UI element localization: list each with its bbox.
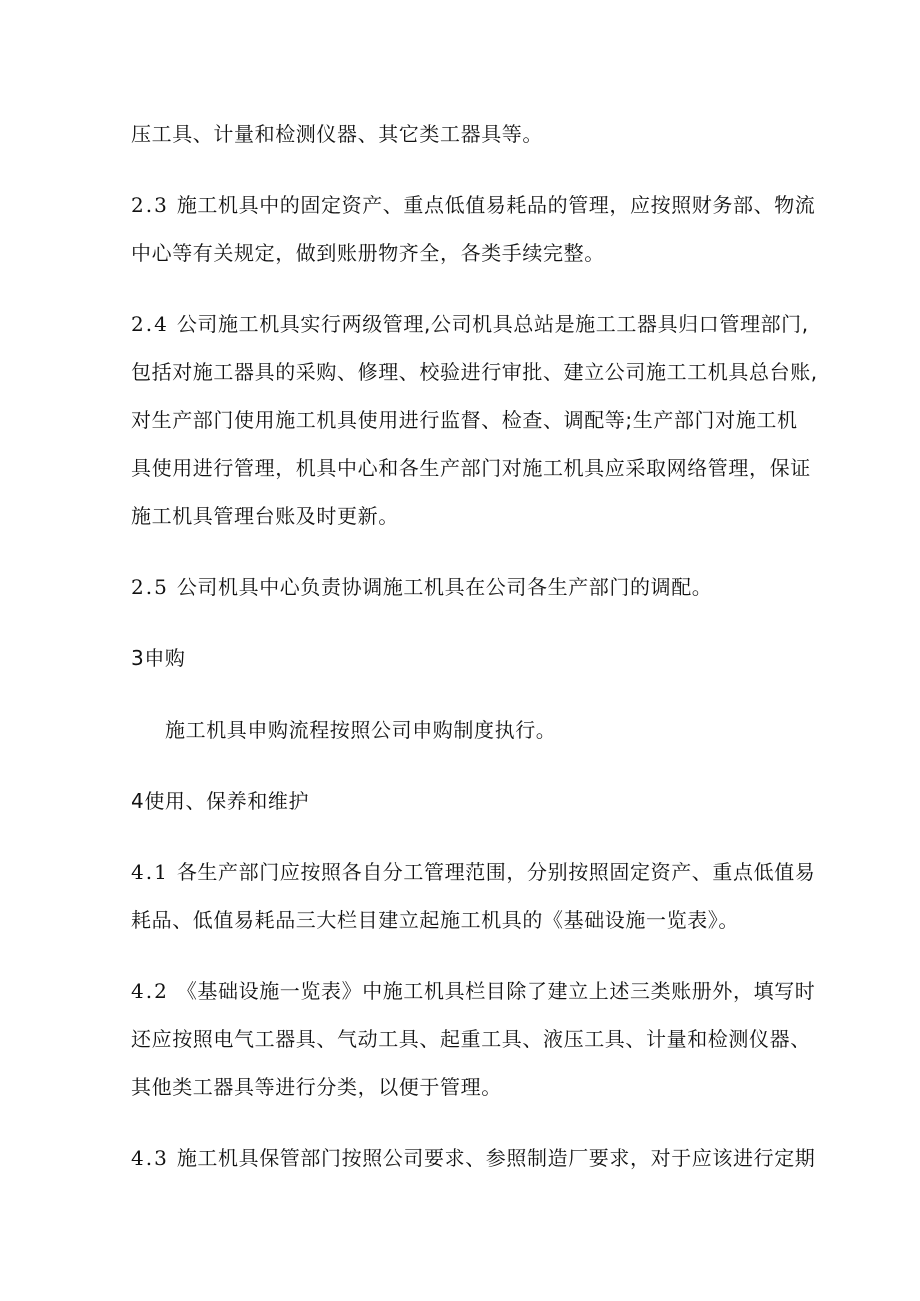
text-line: 具使用进行管理，机具中心和各生产部门对施工机具应采取网络管理，保证 — [131, 456, 811, 480]
paragraph-2-4 — [131, 300, 818, 540]
line-text: 施工机具保管部门按照公司要求、参照制造厂要求，对于应该进行定期 — [176, 1146, 816, 1170]
text-line: 施工机具申购流程按照公司申购制度执行。 — [165, 718, 557, 742]
paragraph-continuation — [131, 110, 801, 158]
section-number: 4.1 — [131, 860, 169, 884]
text-line: 压工具、计量和检测仪器、其它类工器具等。 — [131, 122, 543, 146]
text-line: 其他类工器具等进行分类，以便于管理。 — [131, 1075, 502, 1099]
text-line — [131, 181, 816, 229]
text-line — [131, 848, 816, 896]
section-number: 2.3 — [131, 193, 169, 217]
text-line: 耗品、低值易耗品三大栏目建立起施工机具的《基础设施一览表》。 — [131, 908, 739, 932]
paragraph-2-5 — [131, 563, 801, 611]
paragraph-3-body — [165, 706, 835, 754]
text-line — [131, 967, 816, 1015]
section-number: 2.5 — [131, 575, 169, 599]
section-number: 4.2 — [131, 979, 169, 1003]
section-heading: 3申购 — [131, 646, 186, 670]
paragraph-4-2 — [131, 967, 816, 1111]
text-line — [131, 300, 809, 348]
section-heading: 4使用、保养和维护 — [131, 789, 310, 813]
text-line: 包括对施工器具的采购、修理、校验进行审批、建立公司施工工机具总台账, — [131, 360, 818, 384]
line-text: 各生产部门应按照各自分工管理范围，分别按照固定资产、重点低值易 — [176, 860, 816, 884]
paragraph-4-1 — [131, 848, 816, 944]
line-text: 《基础设施一览表》中施工机具栏目除了建立上述三类账册外，填写时 — [176, 979, 816, 1003]
section-number: 4.3 — [131, 1146, 169, 1170]
text-line — [131, 563, 801, 611]
text-line: 中心等有关规定，做到账册物齐全，各类手续完整。 — [131, 241, 605, 265]
paragraph-2-3 — [131, 181, 816, 277]
line-text: 公司机具中心负责协调施工机具在公司各生产部门的调配。 — [176, 575, 713, 599]
text-line: 还应按照电气工器具、气动工具、起重工具、液压工具、计量和检测仪器、 — [131, 1027, 811, 1051]
text-line: 对生产部门使用施工机具使用进行监督、检查、调配等;生产部门对施工机 — [131, 408, 798, 432]
heading-4 — [131, 777, 801, 825]
section-number: 2.4 — [131, 312, 169, 336]
line-text: 公司施工机具实行两级管理,公司机具总站是施工工器具归口管理部门, — [176, 312, 809, 336]
paragraph-4-3 — [131, 1134, 816, 1182]
text-line — [131, 1134, 816, 1182]
text-line: 施工机具管理台账及时更新。 — [131, 504, 399, 528]
heading-3 — [131, 634, 801, 682]
line-text: 施工机具中的固定资产、重点低值易耗品的管理，应按照财务部、物流 — [176, 193, 816, 217]
